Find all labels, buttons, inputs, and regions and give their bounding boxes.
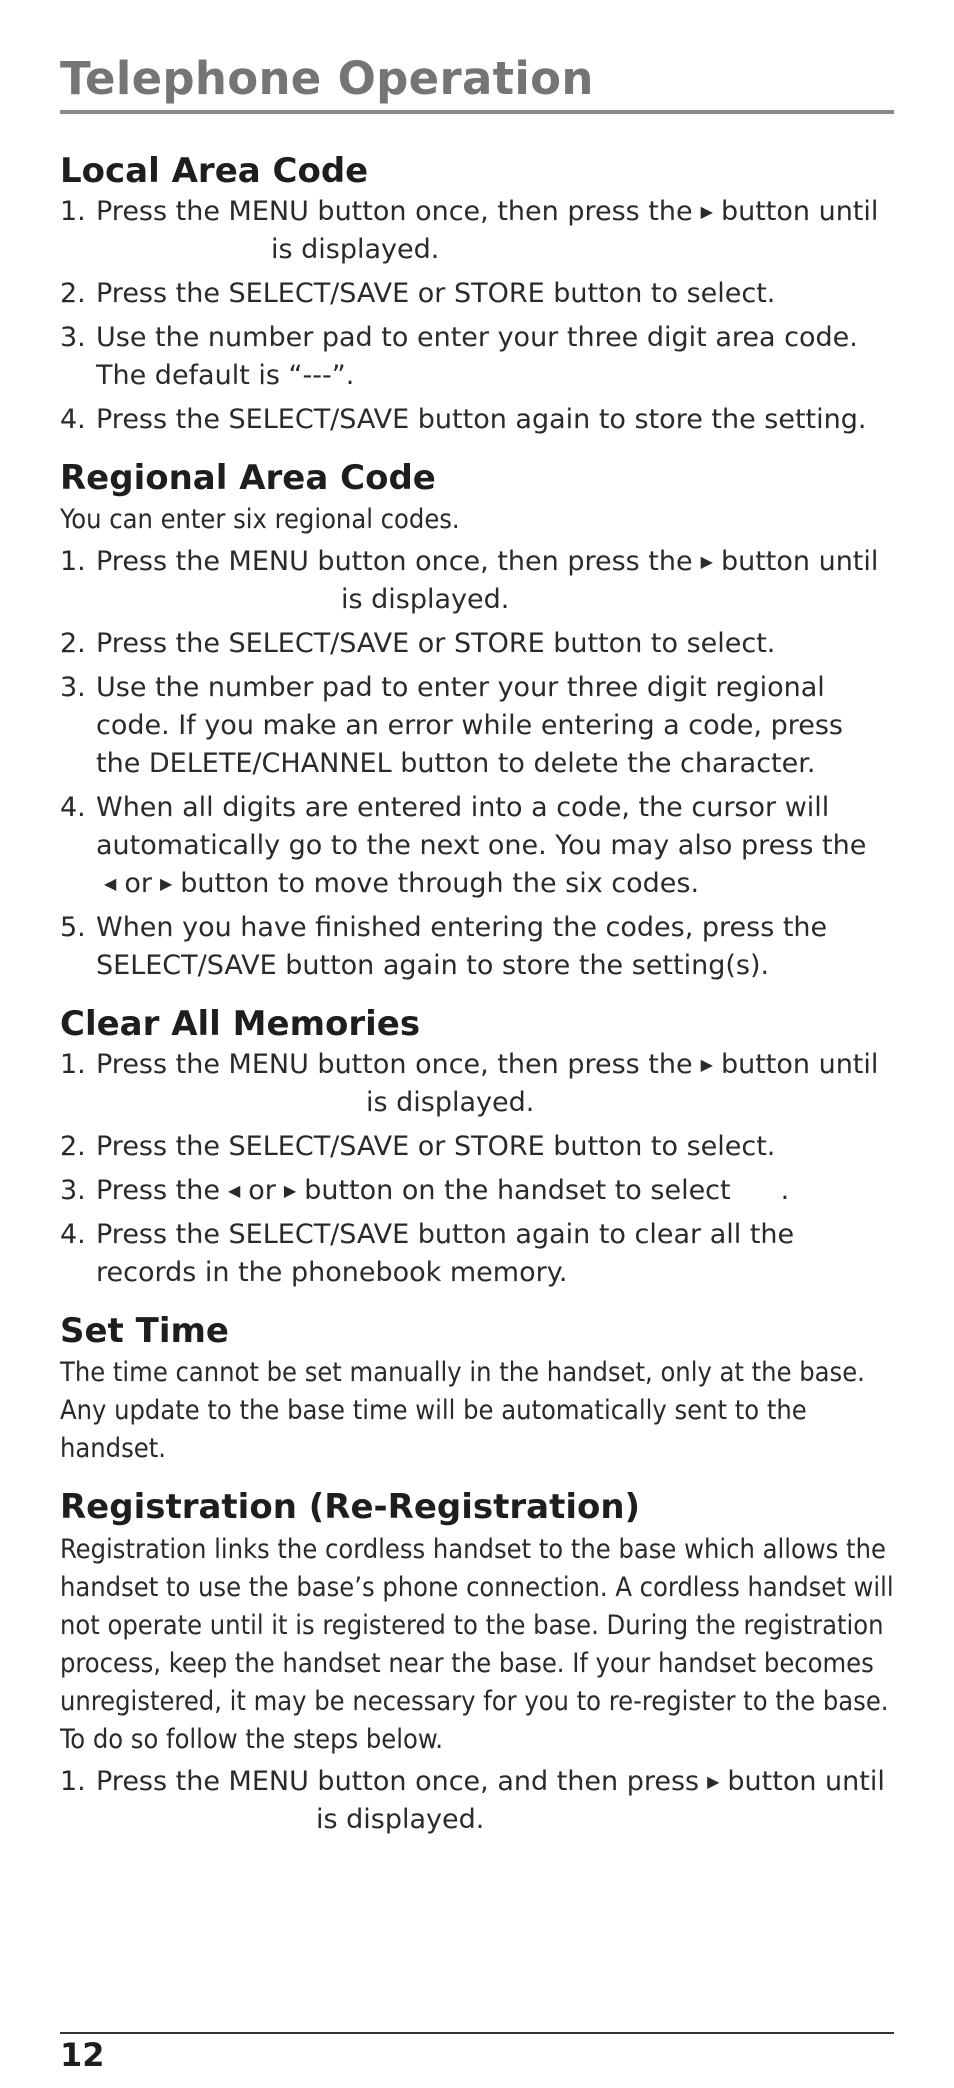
list-item: [60, 193, 894, 269]
step-number: 1.: [60, 195, 86, 227]
set-time-heading: Set Time: [60, 1310, 229, 1351]
page-title: Telephone Operation: [60, 52, 594, 105]
list-item: [60, 789, 894, 903]
regional-area-code-steps: [60, 543, 894, 985]
step-number: 4.: [60, 792, 86, 823]
list-item: [60, 401, 894, 439]
step-text: Press the MENU button once, and then press: [96, 1765, 700, 1797]
step-text: Use the number pad to enter your three digit area code. The default is “---”.: [96, 321, 858, 391]
step-text: Press the SELECT/SAVE or STORE button to select.: [96, 277, 776, 309]
registration-body: Registration links the cordless handset to the base which allows the handset to use the base’s phone connection. A cordless handset will not operate until it is registered to the base. During the registration process, keep the handset near the base. If your handset becomes unregistered, it may be necessary for you to re-register to the base. To do so follow the steps below.: [60, 1533, 894, 1755]
regional-area-code-heading: Regional Area Code: [60, 457, 436, 498]
step-number: 2.: [60, 277, 86, 309]
right-triangle-icon: ▶: [283, 1180, 297, 1200]
step-text: button until: [720, 546, 879, 577]
step-text: button until: [720, 1048, 879, 1080]
step-text: button on the handset to select: [304, 1174, 731, 1206]
step-text: Press the MENU button once, then press the: [96, 195, 693, 227]
step-text: or: [248, 1174, 276, 1206]
step-text: Press the SELECT/SAVE or STORE button to select.: [96, 628, 776, 659]
step-text: is displayed.: [316, 1803, 485, 1835]
list-item: [60, 275, 894, 313]
clear-all-memories-heading: Clear All Memories: [60, 1004, 421, 1044]
step-text: Use the number pad to enter your three digit regional code. If you make an error while entering a code, press the DELETE/CHANNEL button to delete the character.: [96, 672, 843, 779]
step-number: 4.: [60, 403, 86, 435]
step-text: When you have finished entering the codes, press the SELECT/SAVE button again to store the setting(s).: [96, 912, 828, 981]
registration-steps: [60, 1763, 894, 1839]
step-number: 2.: [60, 628, 86, 659]
step-number: 3.: [60, 672, 86, 703]
step-number: 1.: [60, 1048, 86, 1080]
step-number: 3.: [60, 1174, 86, 1206]
local-area-code-steps: [60, 193, 894, 439]
step-text: Press the: [96, 1174, 220, 1206]
list-item: [60, 669, 894, 783]
step-text: Press the SELECT/SAVE or STORE button to select.: [96, 1130, 776, 1162]
step-number: 2.: [60, 1130, 86, 1162]
step-number: 1.: [60, 546, 86, 577]
right-triangle-icon: ▶: [707, 1771, 720, 1791]
list-item: [60, 1216, 894, 1292]
local-area-code-heading: Local Area Code: [60, 151, 369, 191]
list-item: [60, 625, 894, 663]
list-item: [60, 1046, 894, 1122]
step-number: 5.: [60, 912, 86, 943]
regional-intro: You can enter six regional codes.: [60, 504, 460, 535]
step-text: Press the SELECT/SAVE button again to store the setting.: [96, 403, 867, 435]
step-text: Press the MENU button once, then press the: [96, 1048, 693, 1080]
step-number: 4.: [60, 1218, 86, 1250]
step-text: button to move through the six codes.: [180, 868, 700, 899]
step-text: button until: [720, 195, 879, 227]
step-text: is displayed.: [271, 233, 440, 265]
page-number: 12: [60, 2036, 105, 2074]
list-item: [60, 909, 894, 985]
step-text: Press the MENU button once, then press the: [96, 546, 693, 577]
title-divider: [60, 110, 894, 114]
right-triangle-icon: ▶: [700, 552, 713, 571]
right-triangle-icon: ▶: [159, 874, 173, 893]
step-text: Press the SELECT/SAVE button again to clear all the records in the phonebook memory.: [96, 1218, 795, 1288]
footer-divider: [60, 2032, 894, 2034]
step-text: is displayed.: [341, 584, 510, 615]
set-time-body: The time cannot be set manually in the handset, only at the base. Any update to the base time will be automatically sent to the handset.: [60, 1357, 865, 1464]
step-text: .: [780, 1174, 790, 1206]
clear-all-memories-steps: [60, 1046, 894, 1292]
right-triangle-icon: ▶: [700, 1054, 713, 1074]
page-content: [60, 150, 894, 1845]
list-item: [60, 319, 894, 395]
step-text: is displayed.: [366, 1086, 535, 1118]
registration-heading: Registration (Re-Registration): [60, 1487, 641, 1527]
step-number: 3.: [60, 321, 86, 353]
list-item: [60, 1172, 894, 1210]
left-triangle-icon: ◀: [104, 874, 117, 893]
step-text: or: [124, 868, 152, 899]
list-item: [60, 1128, 894, 1166]
right-triangle-icon: ▶: [700, 201, 713, 221]
step-number: 1.: [60, 1765, 86, 1797]
step-text: button until: [727, 1765, 885, 1797]
list-item: [60, 1763, 894, 1839]
step-text: When all digits are entered into a code, the cursor will automatically go to the next one. You may also press the: [96, 792, 867, 861]
left-triangle-icon: ◀: [227, 1180, 241, 1200]
list-item: [60, 543, 894, 619]
